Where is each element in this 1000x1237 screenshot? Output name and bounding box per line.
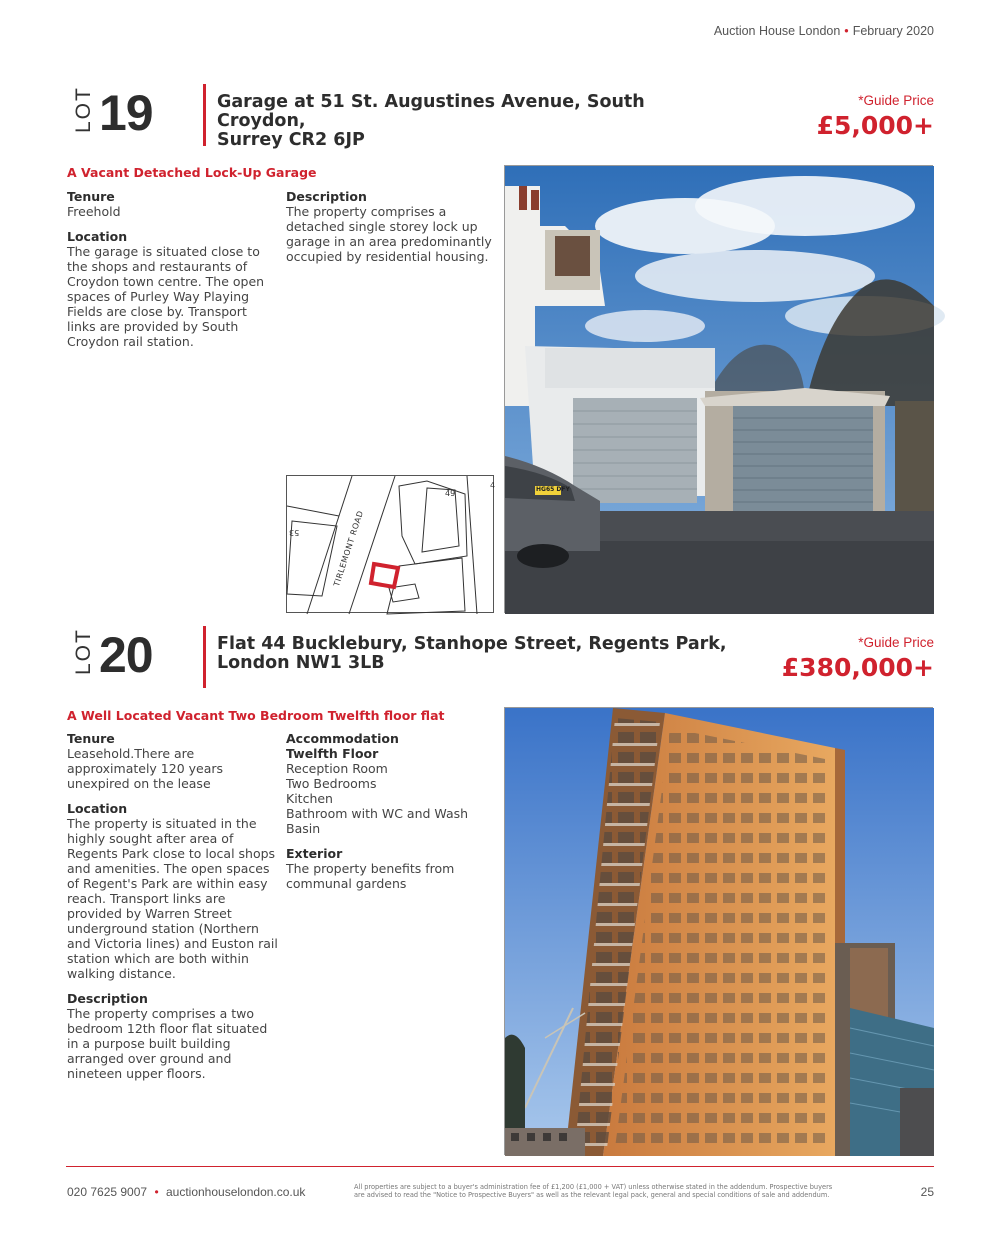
tenure-heading: Tenure xyxy=(67,731,115,746)
accommodation-item: Bathroom with WC and Wash Basin xyxy=(286,806,469,836)
description-text: The property comprises a two bedroom 12th floor flat situated in a purpose built building arranged over ground and nineteen upper floors. xyxy=(67,1006,268,1081)
lot-subtitle: A Vacant Detached Lock-Up Garage xyxy=(67,165,317,180)
accommodation-floor: Twelfth Floor xyxy=(286,746,379,761)
exterior-text: The property benefits from communal gardens xyxy=(286,861,455,891)
accommodation-item: Two Bedrooms xyxy=(286,776,377,791)
footer-rule xyxy=(66,1166,934,1167)
lot-divider xyxy=(203,84,206,146)
location-heading: Location xyxy=(67,801,128,816)
description-heading: Description xyxy=(67,991,148,1006)
footer-contact xyxy=(67,1185,305,1199)
footer-phone: 020 7625 9007 xyxy=(67,1185,148,1199)
guide-price: £380,000+ xyxy=(781,653,934,682)
brand-name: Auction House London xyxy=(713,24,841,38)
lot-title xyxy=(217,635,737,673)
car-number-plate: HG65 DFY xyxy=(536,486,570,493)
location-map xyxy=(286,475,494,613)
map-house-number: 49 xyxy=(445,489,456,498)
description-text: The property comprises a detached single storey lock up garage in an area predominantly occupied by residential housing. xyxy=(286,204,492,264)
lot-number: 19 xyxy=(99,85,153,141)
footer-disclaimer: All properties are subject to a buyer's administration fee of £1,200 (£1,000 + VAT) unless otherwise stated in the addendum. Prospective buyers are advised to read the "Notice to Prospective Buyers" as well as the relevant legal pack, general and special conditions of sale and addendum. xyxy=(354,1183,833,1199)
page-number: 25 xyxy=(920,1185,934,1199)
location-text: The garage is situated close to the shops and restaurants of Croydon town centre. The open spaces of Purley Way Playing Fields are close by. Transport links are provided by South Croydon rail station. xyxy=(67,244,265,349)
title-line-2: Surrey CR2 6JP xyxy=(217,130,365,150)
guide-price: £5,000+ xyxy=(816,111,934,140)
lot-subtitle: A Well Located Vacant Two Bedroom Twelfth floor flat xyxy=(67,708,445,723)
bullet-icon: • xyxy=(844,24,849,38)
description-heading: Description xyxy=(286,189,367,204)
tenure-text: Leasehold.There are approximately 120 years unexpired on the lease xyxy=(67,746,224,791)
garage-photo xyxy=(504,165,933,613)
lot-label: LOT xyxy=(72,628,95,675)
map-house-number: 4 xyxy=(490,481,496,490)
page-header xyxy=(714,24,934,38)
lot-label: LOT xyxy=(72,86,95,133)
title-line-1: Flat 44 Bucklebury, Stanhope Street, Regents Park, xyxy=(217,634,727,654)
accommodation-item: Reception Room xyxy=(286,761,388,776)
footer-website-link[interactable]: auctionhouselondon.co.uk xyxy=(165,1185,306,1199)
map-road-label: TIRLEMONT ROAD xyxy=(332,509,366,588)
accommodation-heading: Accommodation xyxy=(286,731,399,746)
lot-number: 20 xyxy=(99,627,153,683)
issue-date: February 2020 xyxy=(852,24,934,38)
lot-details-right xyxy=(286,731,498,901)
map-house-number: 53 xyxy=(289,528,300,537)
lot-details-left xyxy=(67,189,277,359)
location-heading: Location xyxy=(67,229,128,244)
title-line-1: Garage at 51 St. Augustines Avenue, South Croydon, xyxy=(217,92,645,131)
lot-details-right xyxy=(286,189,496,274)
tower-block-photo xyxy=(504,707,933,1155)
lot-details-left xyxy=(67,731,279,1091)
tenure-text: Freehold xyxy=(67,204,121,219)
title-line-2: London NW1 3LB xyxy=(217,653,385,673)
exterior-heading: Exterior xyxy=(286,846,343,861)
tenure-heading: Tenure xyxy=(67,189,115,204)
location-text: The property is situated in the highly sought after area of Regents Park close to local shops and amenities. The open spaces of Regent's Park are within easy reach. Transport links are provided by Warren Street underground station (Northern and Victoria lines) and Euston rail station which are both within walking distance. xyxy=(67,816,278,981)
bullet-icon: • xyxy=(154,1185,159,1199)
guide-price-label: *Guide Price xyxy=(858,635,934,650)
lot-divider xyxy=(203,626,206,688)
accommodation-item: Kitchen xyxy=(286,791,333,806)
lot-title xyxy=(217,93,737,150)
guide-price-label: *Guide Price xyxy=(858,93,934,108)
